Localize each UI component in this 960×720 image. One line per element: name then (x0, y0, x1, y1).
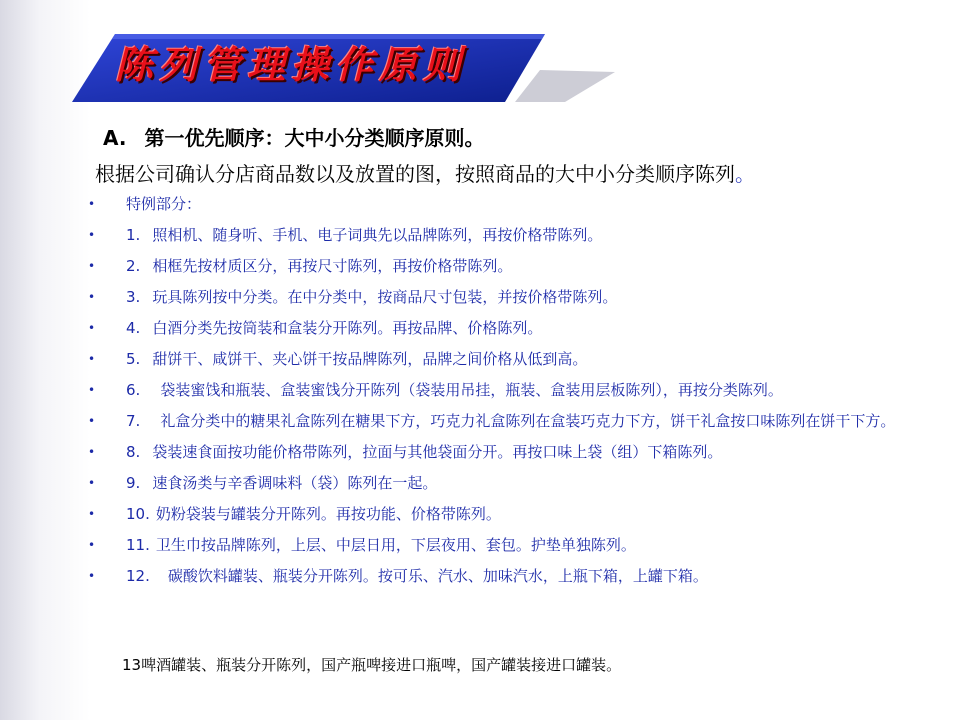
list-item-text: 礼盒分类中的糖果礼盒陈列在糖果下方，巧克力礼盒陈列在盒装巧克力下方，饼干礼盒按口味陈列在饼干下方。 (160, 412, 896, 430)
list-item-number: 2. (126, 257, 141, 275)
page-title: 陈列管理操作原则 (115, 42, 468, 87)
list-item (88, 502, 928, 527)
list-item-number: 12. (126, 567, 150, 585)
bullet-icon: • (88, 414, 96, 428)
bullet-icon: • (88, 321, 96, 335)
intro-paragraph (95, 158, 755, 187)
intro-end-mark: 。 (735, 162, 755, 186)
list-item-text: 碳酸饮料罐装、瓶装分开陈列。按可乐、汽水、加味汽水，上瓶下箱，上罐下箱。 (167, 567, 708, 585)
title-banner (60, 30, 620, 108)
list-item-text: 甜饼干、咸饼干、夹心饼干按品牌陈列，品牌之间价格从低到高。 (152, 350, 588, 368)
list-item (88, 409, 928, 434)
list-item (88, 192, 928, 217)
bullet-icon: • (88, 228, 96, 242)
bullet-icon: • (88, 476, 96, 490)
list-item (88, 564, 928, 589)
list-item (88, 378, 928, 403)
bullet-icon: • (88, 197, 96, 211)
list-item-number: 9. (126, 474, 141, 492)
bullet-icon: • (88, 445, 96, 459)
list-item (88, 316, 928, 341)
list-item (88, 223, 928, 248)
list-item (88, 533, 928, 558)
bullet-icon: • (88, 352, 96, 366)
intro-text: 根据公司确认分店商品数以及放置的图，按照商品的大中小分类顺序陈列 (95, 162, 735, 186)
rule-list (88, 192, 928, 589)
list-item (88, 347, 928, 372)
section-heading-text: 第一优先顺序：大中小分类顺序原则。 (144, 126, 485, 150)
list-item-number: 11. (126, 536, 150, 554)
list-item-text: 速食汤类与辛香调味料（袋）陈列在一起。 (152, 474, 438, 492)
list-item-number: 7. (126, 412, 141, 430)
list-item-text: 卫生巾按品牌陈列，上层、中层日用，下层夜用、套包。护垫单独陈列。 (155, 536, 636, 554)
list-item-number: 10. (126, 505, 150, 523)
list-item (88, 285, 928, 310)
bullet-icon: • (88, 259, 96, 273)
bullet-icon: • (88, 569, 96, 583)
bullet-icon: • (88, 290, 96, 304)
list-item-text: 袋装蜜饯和瓶装、盒装蜜饯分开陈列（袋装用吊挂，瓶装、盒装用层板陈列），再按分类陈列。 (160, 381, 783, 399)
list-item-text: 玩具陈列按中分类。在中分类中，按商品尺寸包装，并按价格带陈列。 (152, 288, 618, 306)
section-heading (103, 122, 484, 151)
bullet-icon: • (88, 538, 96, 552)
list-item-number: 5. (126, 350, 141, 368)
bullet-icon: • (88, 383, 96, 397)
list-item-text: 白酒分类先按筒装和盒装分开陈列。再按品牌、价格陈列。 (152, 319, 543, 337)
list-item-text: 照相机、随身听、手机、电子词典先以品牌陈列，再按价格带陈列。 (152, 226, 603, 244)
list-item-text: 特例部分： (126, 195, 202, 213)
list-item-number: 4. (126, 319, 141, 337)
section-marker: A. (103, 126, 127, 150)
list-item-number: 1. (126, 226, 141, 244)
list-item-number: 6. (126, 381, 141, 399)
list-item-text: 奶粉袋装与罐装分开陈列。再按功能、价格带陈列。 (155, 505, 501, 523)
list-item (88, 440, 928, 465)
bullet-icon: • (88, 507, 96, 521)
list-item (88, 254, 928, 279)
list-item (88, 471, 928, 496)
list-item-number: 8. (126, 443, 141, 461)
list-item-number: 3. (126, 288, 141, 306)
footer-note: 13啤酒罐装、瓶装分开陈列，国产瓶啤接进口瓶啤，国产罐装接进口罐装。 (122, 656, 622, 674)
list-item-text: 袋装速食面按功能价格带陈列，拉面与其他袋面分开。再按口味上袋（组）下箱陈列。 (152, 443, 723, 461)
list-item-text: 相框先按材质区分，再按尺寸陈列，再按价格带陈列。 (152, 257, 513, 275)
